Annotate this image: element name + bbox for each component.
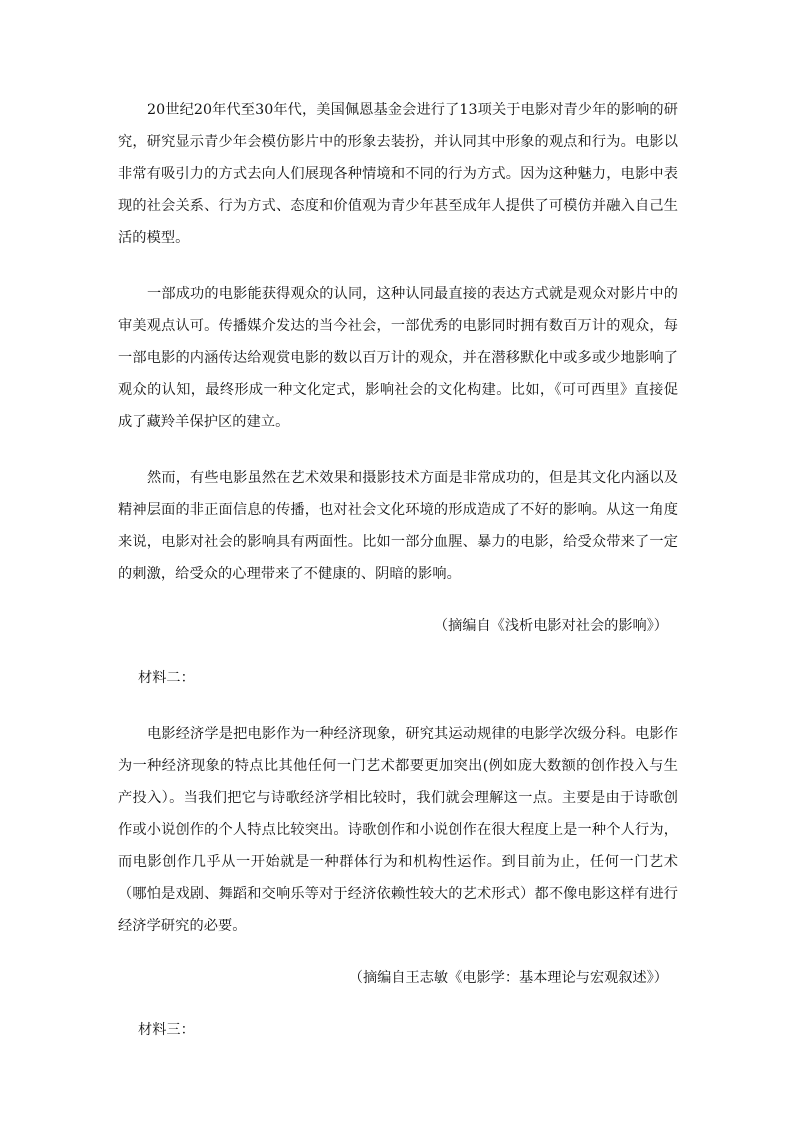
paragraph-2: 一部成功的电影能获得观众的认同，这种认同最直接的表达方式就是观众对影片中的审美观点认可。传播媒介发达的当今社会，一部优秀的电影同时拥有数百万计的观众，每一部电影的内涵传达给观赏电影的数以百万计的观众，并在潜移默化中或多或少地影响了观众的认知，最终形成一种文化定式，影响社会的文化构建。比如，《可可西里》直接促成了藏羚羊保护区的建立。 — [118, 286, 678, 430]
citation-1: （摘编自《浅析电影对社会的影响》） — [433, 618, 668, 634]
citation-2: （摘编自王志敏《电影学：基本理论与宏观叙述》） — [348, 970, 668, 986]
document-page — [118, 94, 678, 1046]
paragraph-3: 然而，有些电影虽然在艺术效果和摄影技术方面是非常成功的，但是其文化内涵以及精神层面的非正面信息的传播，也对社会文化环境的形成造成了不好的影响。从这一角度来说，电影对社会的影响具有两面性。比如一部分血腥、暴力的电影，给受众带来了一定的刺激，给受众的心理带来了不健康的、阴暗的影响。 — [118, 470, 678, 582]
material-2-paragraph: 电影经济学是把电影作为一种经济现象，研究其运动规律的电影学次级分科。电影作为一种经济现象的特点比其他任何一门艺术都要更加突出(例如庞大数额的创作投入与生产投入）。当我们把它与诗歌经济学相比较时，我们就会理解这一点。主要是由于诗歌创作或小说创作的个人特点比较突出。诗歌创作和小说创作在很大程度上是一种个人行为，而电影创作几乎从一开始就是一种群体行为和机构性运作。到目前为止，任何一门艺术（哪怕是戏剧、舞蹈和交响乐等对于经济依赖性较大的艺术形式）都不像电影这样有进行经济学研究的必要。 — [118, 726, 678, 934]
paragraph-1: 20世纪20年代至30年代，美国佩恩基金会进行了13项关于电影对青少年的影响的研究，研究显示青少年会模仿影片中的形象去装扮，并认同其中形象的观点和行为。电影以非常有吸引力的方式去向人们展现各种情境和不同的行为方式。因为这种魅力，电影中表现的社会关系、行为方式、态度和价值观为青少年甚至成年人提供了可模仿并融入自己生活的模型。 — [118, 102, 678, 246]
material-2-label: 材料二： — [138, 670, 195, 686]
material-3-label: 材料三： — [138, 1022, 195, 1038]
